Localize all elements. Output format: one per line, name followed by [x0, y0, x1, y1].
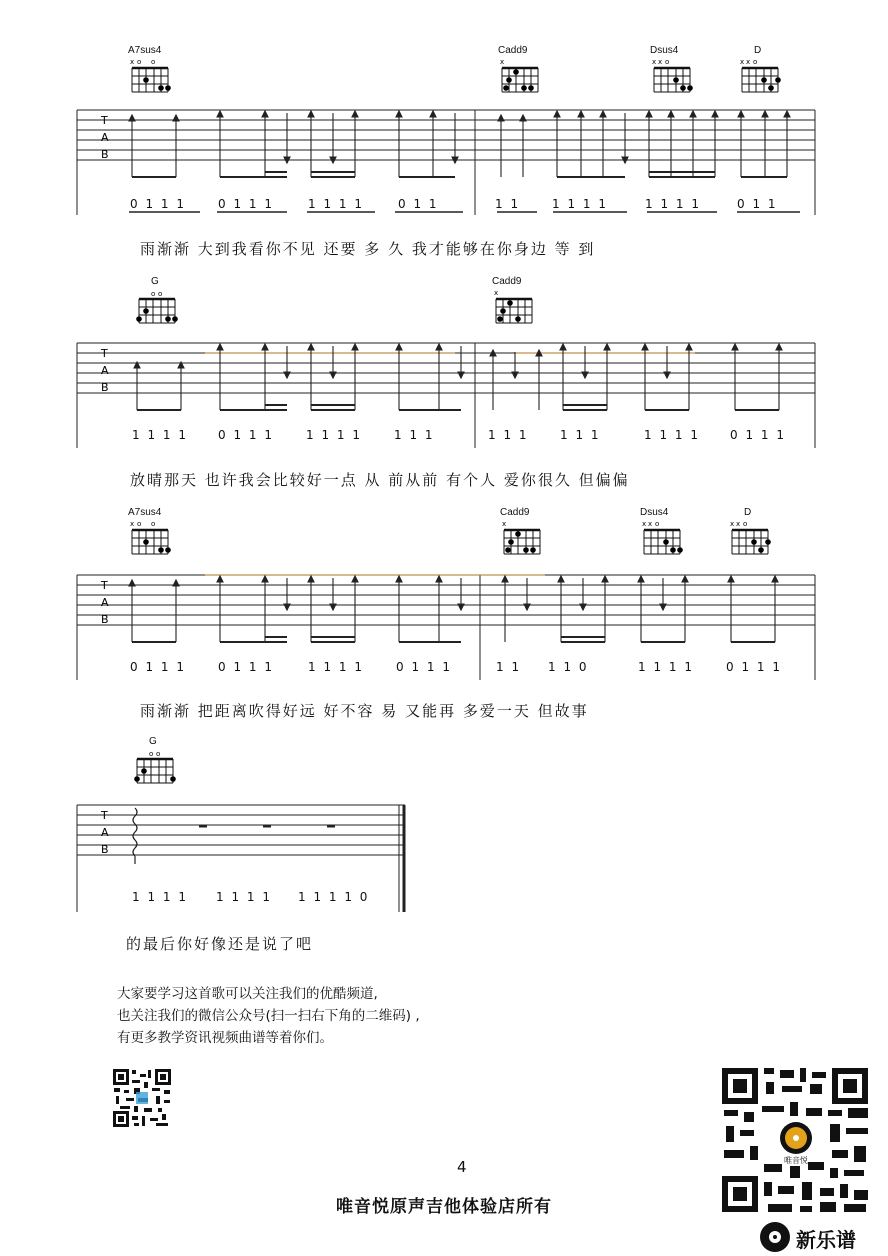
rhythm-group: 0 1 1 1	[396, 660, 450, 674]
svg-text:o: o	[149, 750, 154, 758]
vinyl-logo-icon	[760, 1222, 790, 1252]
rhythm-group: 1 1 1 1	[645, 197, 699, 211]
chord-name: Cadd9	[498, 45, 528, 56]
rhythm-group: 1 1 1 1	[644, 428, 698, 442]
rhythm-group: 0 1 1	[398, 197, 437, 211]
chord-grid-icon	[500, 519, 550, 571]
note-line: 也关注我们的微信公众号(扫一扫右下角的二维码) ,	[117, 1008, 420, 1024]
rhythm-group: 1 1 1	[560, 428, 599, 442]
note-line: 大家要学习这首歌可以关注我们的优酷频道,	[117, 986, 378, 1002]
svg-text:T: T	[101, 347, 108, 360]
svg-text:x: x	[642, 520, 647, 528]
svg-text:B: B	[101, 381, 109, 394]
chord-name: Dsus4	[640, 507, 669, 518]
chord-grid-icon	[128, 57, 178, 109]
svg-text:x: x	[494, 289, 499, 297]
rhythm-group: 1 1 1 1	[132, 890, 186, 904]
svg-text:x: x	[730, 520, 735, 528]
lyric-line: 放晴那天 也许我会比较好一点 从 前从前 有个人 爱你很久 但偏偏	[130, 471, 630, 489]
rhythm-group: 0 1 1 1	[130, 660, 184, 674]
svg-text:o: o	[158, 290, 163, 298]
svg-text:x: x	[746, 58, 751, 66]
svg-text:x: x	[130, 58, 135, 66]
svg-text:x: x	[502, 520, 507, 528]
svg-text:o: o	[655, 520, 660, 528]
rest-icon	[263, 825, 271, 828]
rhythm-group: 1 1	[496, 660, 520, 674]
chord-grid-icon	[128, 519, 178, 571]
rhythm-group: 0 1 1	[737, 197, 776, 211]
chord-grid-icon	[728, 519, 778, 571]
svg-text:x: x	[648, 520, 653, 528]
chord-grid-icon	[650, 57, 700, 109]
chord-name: D	[744, 507, 752, 518]
svg-text:o: o	[753, 58, 758, 66]
rhythm-group: 1 1 1 1	[132, 428, 186, 442]
svg-text:o: o	[137, 58, 142, 66]
rhythm-group: 1 1 1 1	[638, 660, 692, 674]
rhythm-group: 1 1 1 1	[308, 197, 362, 211]
rhythm-group: 0 1 1 1	[130, 197, 184, 211]
rest-icon	[327, 825, 335, 828]
note-line: 有更多教学资讯视频曲谱等着你们。	[117, 1030, 333, 1046]
page-number: 4	[457, 1158, 467, 1176]
svg-text:x: x	[658, 58, 663, 66]
rhythm-group: 0 1 1 1	[730, 428, 784, 442]
svg-text:A: A	[101, 826, 109, 839]
qr-code-icon	[720, 1066, 872, 1216]
svg-text:o: o	[137, 520, 142, 528]
chord-name: A7sus4	[128, 45, 162, 56]
chord-grid-icon	[640, 519, 690, 571]
chord-grid-icon	[498, 57, 548, 109]
tab-letter: B	[101, 148, 109, 161]
svg-text:o: o	[743, 520, 748, 528]
rhythm-group: 1 1 1	[394, 428, 433, 442]
chord-grid-icon	[133, 748, 183, 800]
rhythm-group: 1 1	[495, 197, 519, 211]
rhythm-group: 1 1 1 1	[308, 660, 362, 674]
svg-text:B: B	[101, 613, 109, 626]
rhythm-group: 1 1 1 1	[552, 197, 606, 211]
svg-text:o: o	[151, 290, 156, 298]
rhythm-group: 0 1 1 1	[726, 660, 780, 674]
svg-text:o: o	[151, 520, 156, 528]
svg-text:A: A	[101, 364, 109, 377]
svg-text:o: o	[156, 750, 161, 758]
chord-grid-icon	[492, 288, 542, 340]
tab-staff	[75, 338, 820, 453]
rhythm-group: 0 1 1 1	[218, 660, 272, 674]
lyric-line: 的最后你好像还是说了吧	[126, 935, 314, 953]
rhythm-group: 1 1 1 1	[306, 428, 360, 442]
chord-name: Dsus4	[650, 45, 679, 56]
brand-name: 新乐谱	[796, 1228, 856, 1252]
rhythm-group: 1 1 1 1	[216, 890, 270, 904]
svg-text:x: x	[500, 58, 505, 66]
rhythm-group: 0 1 1 1	[218, 428, 272, 442]
rhythm-group: 1 1 1	[488, 428, 527, 442]
chord-grid-icon	[738, 57, 788, 109]
chord-name: Cadd9	[500, 507, 530, 518]
rest-icon	[199, 825, 207, 828]
chord-name: G	[151, 276, 159, 287]
footer-copyright: 唯音悦原声吉他体验店所有	[336, 1197, 552, 1217]
rhythm-group: 0 1 1 1	[218, 197, 272, 211]
svg-text:T: T	[101, 809, 108, 822]
svg-text:x: x	[740, 58, 745, 66]
chord-grid-icon	[135, 288, 185, 340]
svg-text:x: x	[652, 58, 657, 66]
svg-text:o: o	[151, 58, 156, 66]
qr-code-icon	[112, 1068, 172, 1128]
qr-center-label: 唯音悦	[784, 1156, 808, 1165]
chord-name: G	[149, 736, 157, 747]
rhythm-group: 1 1 0	[548, 660, 587, 674]
svg-text:A: A	[101, 596, 109, 609]
rhythm-group: 1 1 1 1 0	[298, 890, 368, 904]
svg-text:T: T	[101, 579, 108, 592]
chord-name: A7sus4	[128, 507, 162, 518]
svg-text:o: o	[665, 58, 670, 66]
svg-text:x: x	[736, 520, 741, 528]
svg-text:x: x	[130, 520, 135, 528]
tab-letter: T	[101, 114, 108, 127]
tab-staff	[75, 105, 820, 220]
lyric-line: 雨渐渐 大到我看你不见 还要 多 久 我才能够在你身边 等 到	[140, 240, 596, 258]
tab-letter: A	[101, 131, 109, 144]
chord-name: Cadd9	[492, 276, 522, 287]
svg-text:B: B	[101, 843, 109, 856]
chord-name: D	[754, 45, 762, 56]
lyric-line: 雨渐渐 把距离吹得好远 好不容 易 又能再 多爱一天 但故事	[140, 702, 589, 720]
